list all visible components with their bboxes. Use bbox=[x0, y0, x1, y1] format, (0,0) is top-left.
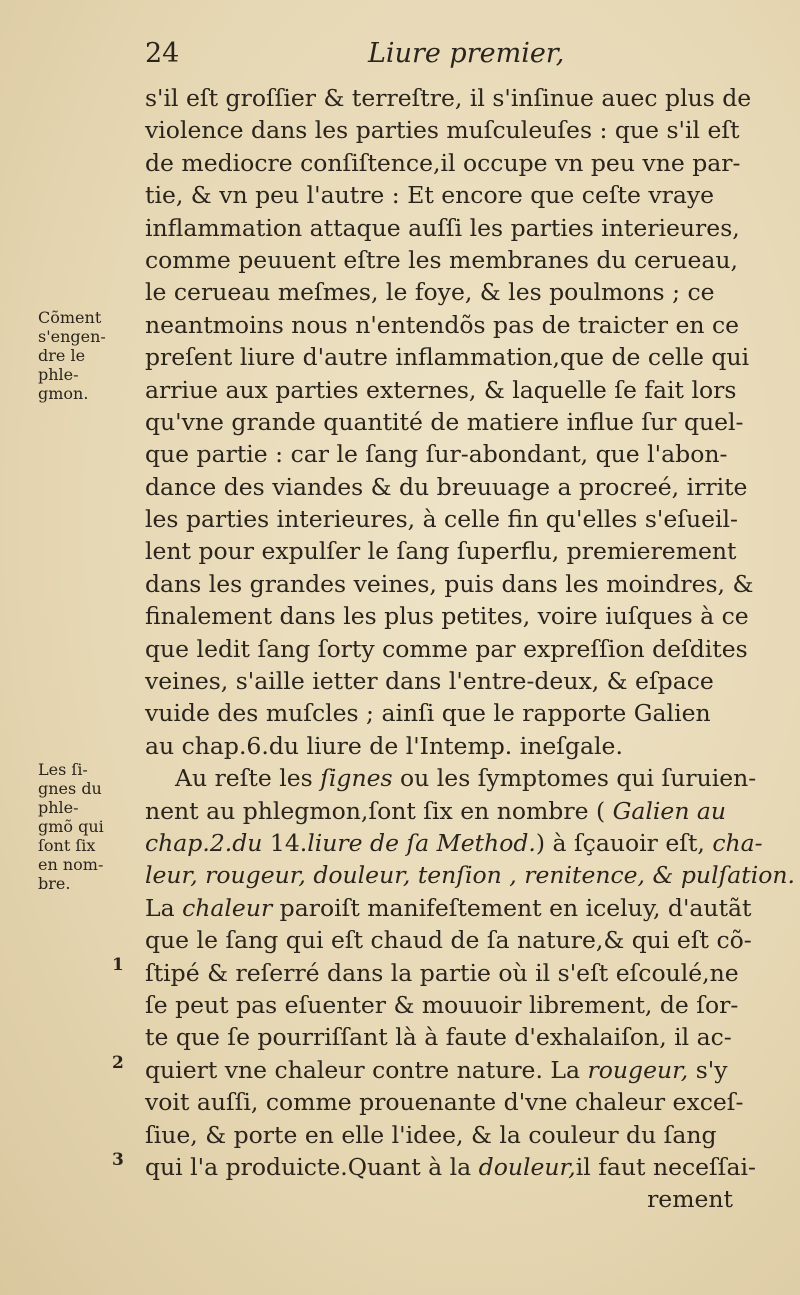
catchword: rement bbox=[647, 1185, 733, 1214]
text-line: nent au phlegmon,ſont ſix en nombre ( Galien au bbox=[145, 796, 727, 825]
text-line: preſent liure d'autre inflammation,que de celle qui bbox=[145, 343, 750, 372]
text-line: ſiue, & porte en elle l'idee, & la couleur du ſang bbox=[145, 1120, 717, 1149]
text-line: qu'vne grande quantité de matiere influe ſur quel- bbox=[145, 407, 744, 436]
text-line: finalement dans les plus petites, voire iuſques à ce bbox=[145, 602, 749, 631]
text-line: ſtipé & reſerré dans la partie où il s'eſt eſcoulé,ne bbox=[145, 958, 739, 987]
text-line: tie, & vn peu l'autre : Et encore que ceſte vraye bbox=[145, 181, 715, 210]
text-line: les parties interieures, à celle fin qu'elles s'eſueil- bbox=[145, 505, 738, 534]
text-line: Au reſte les ſignes ou les ſymptomes qui ſuruien- bbox=[175, 764, 757, 793]
text-line: arriue aux parties externes, & laquelle ſe fait lors bbox=[145, 375, 737, 404]
text-line: te que ſe pourriſſant là à faute d'exhalaiſon, il ac- bbox=[145, 1023, 732, 1052]
text-line: de mediocre conſiſtence,il occupe vn peu vne par- bbox=[145, 148, 741, 177]
list-number-3: 3 bbox=[112, 1150, 124, 1170]
body-text bbox=[145, 82, 796, 1216]
text-line: chap.2.du 14.liure de ſa Method.) à ſçauoir eſt, cha- bbox=[145, 828, 763, 857]
text-line: vuide des muſcles ; ainſi que le rapporte Galien bbox=[145, 699, 711, 728]
text-line: au chap.6.du liure de l'Intemp. ineſgale. bbox=[145, 731, 623, 760]
page-header bbox=[140, 38, 740, 78]
text-line: violence dans les parties muſculeuſes : que s'il eſt bbox=[145, 116, 740, 145]
text-line: quiert vne chaleur contre nature. La rougeur, s'y bbox=[145, 1055, 728, 1084]
text-line: La chaleur paroiſt manifeſtement en iceluy, d'autãt bbox=[145, 893, 752, 922]
text-line: leur, rougeur, douleur, tenſion , renitence, & pulſation. bbox=[145, 861, 796, 890]
running-title: Liure premier, bbox=[368, 38, 565, 69]
text-line: dans les grandes veines, puis dans les moindres, & bbox=[145, 569, 754, 598]
text-line: ſe peut pas eſuenter & mouuoir librement, de ſor- bbox=[145, 990, 739, 1019]
text-line: voit auſſi, comme prouenante d'vne chaleur exceſ- bbox=[145, 1088, 744, 1117]
text-line: le cerueau meſmes, le foye, & les poulmons ; ce bbox=[145, 278, 715, 307]
list-number-2: 2 bbox=[112, 1053, 124, 1073]
text-line: que partie : car le ſang ſur-abondant, que l'abon- bbox=[145, 440, 728, 469]
text-line: qui l'a produicte.Quant à la douleur,il faut neceſſai- bbox=[145, 1152, 756, 1181]
text-line: que le ſang qui eſt chaud de ſa nature,& qui eſt cõ- bbox=[145, 926, 752, 955]
text-line: s'il eſt groſſier & terreſtre, il s'inſinue auec plus de bbox=[145, 84, 752, 112]
text-line: comme peuuent eſtre les membranes du cerueau, bbox=[145, 245, 738, 274]
text-line: veines, s'aille ietter dans l'entre-deux, & eſpace bbox=[145, 667, 714, 696]
margin-note-signes: Les ſi- gnes du phle- gmõ qui ſont ſix en nom- bre. bbox=[38, 760, 104, 893]
text-line: dance des viandes & du breuuage a procreé, irrite bbox=[145, 472, 748, 501]
text-line: que ledit ſang ſorty comme par expreſſion deſdites bbox=[145, 634, 748, 663]
page-number: 24 bbox=[145, 38, 180, 69]
margin-note-phlegmon: Cõment s'engen- dre le phle- gmon. bbox=[38, 308, 106, 403]
list-number-1: 1 bbox=[112, 955, 124, 975]
text-line: inflammation attaque auſſi les parties interieures, bbox=[145, 213, 740, 242]
text-line: neantmoins nous n'entendõs pas de traicter en ce bbox=[145, 310, 740, 339]
text-line: lent pour expulſer le ſang ſuperflu, premierement bbox=[145, 537, 737, 566]
